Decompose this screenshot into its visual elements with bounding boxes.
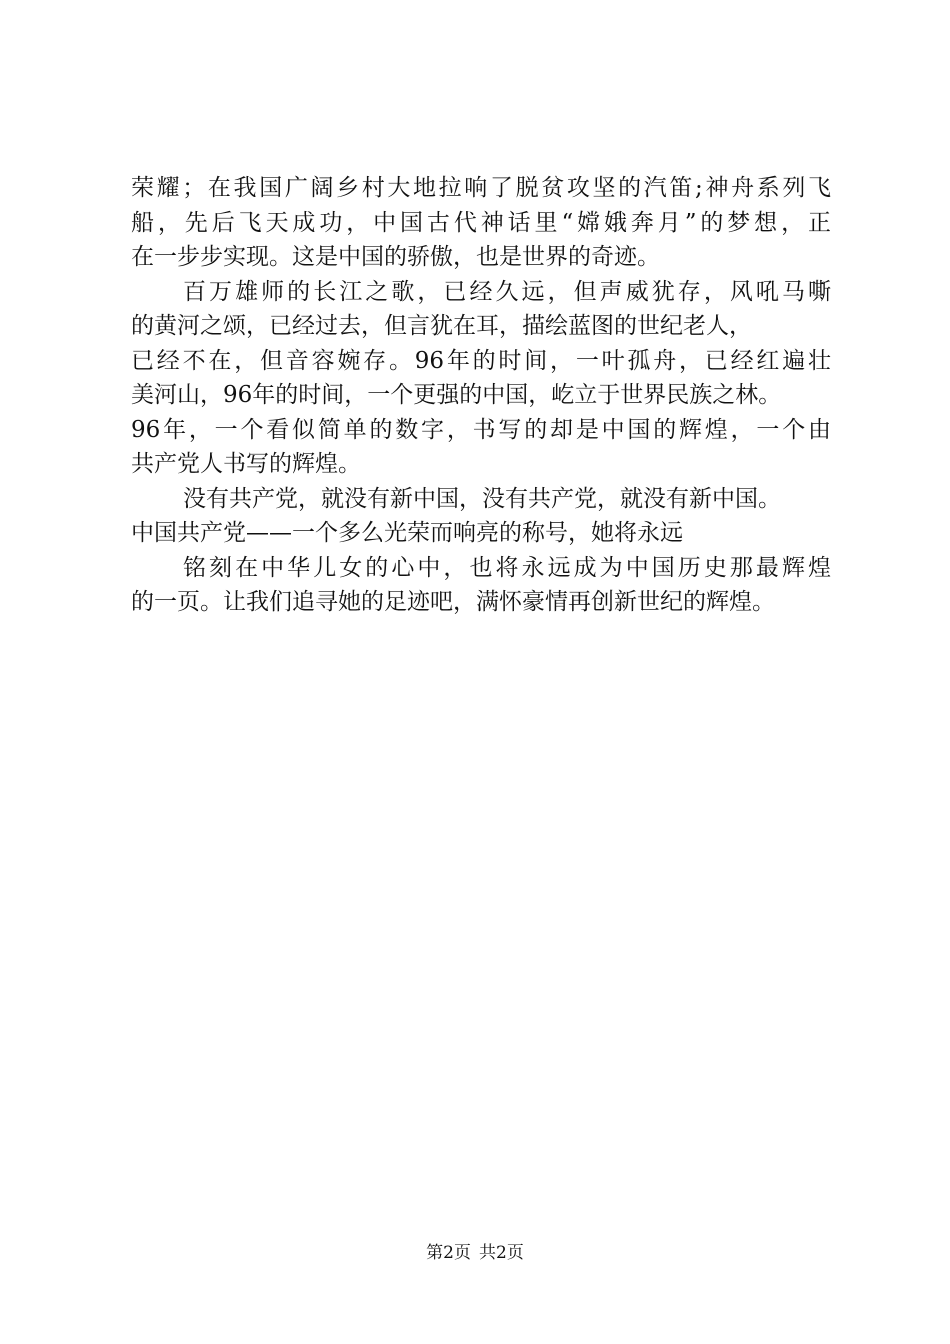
text-line: 的一页。让我们追寻她的足迹吧，满怀豪情再创新世纪的辉煌。 [131, 589, 775, 615]
paragraph-first-line: 没有共产党，就没有新中国，没有共产党，就没有新中国。 [183, 485, 781, 512]
text-line: 美河山，96年的时间，一个更强的中国，屹立于世界民族之林。 [131, 382, 782, 408]
page-number: 第2页 [426, 1243, 471, 1263]
text-line: 的黄河之颂，已经过去，但言犹在耳，描绘蓝图的世纪老人， [131, 313, 752, 339]
text-line: 已经不在，但音容婉存。96年的时间，一叶孤舟，已经红遍壮 [131, 347, 831, 374]
text-line: 船，先后飞天成功，中国古代神话里“嫦娥奔月”的梦想，正 [131, 209, 831, 236]
text-line: 中国共产党——一个多么光荣而响亮的称号，她将永远 [131, 520, 683, 546]
document-body [131, 171, 831, 620]
text-line: 共产党人书写的辉煌。 [131, 451, 361, 477]
paragraph-first-line: 百万雄师的长江之歌，已经久远，但声威犹存，风吼马嘶 [183, 278, 831, 305]
text-line: 在一步步实现。这是中国的骄傲，也是世界的奇迹。 [131, 244, 660, 270]
page-footer [0, 1243, 950, 1263]
paragraph-first-line: 铭刻在中华儿女的心中，也将永远成为中国历史那最辉煌 [183, 554, 831, 581]
text-line: 96年，一个看似简单的数字，书写的却是中国的辉煌，一个由 [131, 416, 831, 443]
text-line: 荣耀；在我国广阔乡村大地拉响了脱贫攻坚的汽笛;神舟系列飞 [131, 175, 831, 201]
page-total: 共2页 [479, 1243, 524, 1263]
